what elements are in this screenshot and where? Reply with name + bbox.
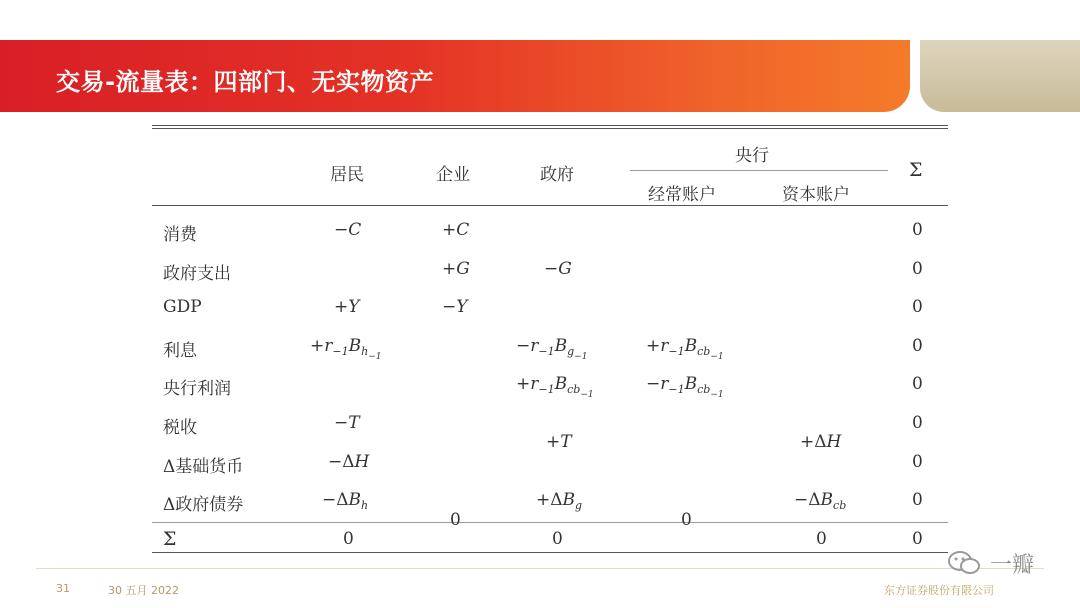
col-header-households: 居民 xyxy=(330,165,364,185)
cell-gov-bonds-firms: 0 xyxy=(450,510,461,530)
cell-gov-bonds-sum: 0 xyxy=(912,490,923,510)
cell-consumption-households: −C xyxy=(334,220,362,240)
page-number: 31 xyxy=(56,582,70,595)
cell-interest-government: $-r_{-1}B_{g_{-1}}$ xyxy=(516,336,588,362)
title-bar xyxy=(0,40,910,112)
cell-sum-government: 0 xyxy=(552,529,563,549)
cell-gdp-firms: −Y xyxy=(442,297,468,317)
row-label-taxes: 税收 xyxy=(163,418,197,438)
row-label-gdp: GDP xyxy=(163,297,202,317)
cell-govspend-firms: +G xyxy=(442,259,470,279)
company-name: 东方证券股份有限公司 xyxy=(884,584,994,597)
cell-cbprofit-sum: 0 xyxy=(912,374,923,394)
cell-gov-bonds-government: $+\Delta B_g$ xyxy=(536,490,583,512)
table-top-rule-2 xyxy=(152,128,948,129)
row-label-consumption: 消费 xyxy=(163,225,197,245)
footer-divider xyxy=(36,568,1044,569)
col-header-central-bank: 央行 xyxy=(735,146,769,166)
cell-cbprofit-government: $+r_{-1}B_{cb_{-1}}$ xyxy=(516,374,594,400)
cell-gov-bonds-households: $-\Delta B_h$ xyxy=(322,490,369,512)
watermark-logo xyxy=(946,546,1056,578)
cell-sum-capital-account: 0 xyxy=(816,529,827,549)
col-header-sum: Σ xyxy=(909,159,923,181)
cell-sum-households: 0 xyxy=(343,529,354,549)
cell-consumption-sum: 0 xyxy=(912,220,923,240)
row-label-interest: 利息 xyxy=(163,341,197,361)
slide-title: 交易-流量表：四部门、无实物资产 xyxy=(56,68,434,96)
cell-taxes-capital-account: +ΔH xyxy=(800,432,842,452)
table-top-rule xyxy=(152,125,948,126)
cell-sum-sum: 0 xyxy=(912,529,923,549)
cell-taxes-sum: 0 xyxy=(912,413,923,433)
watermark-text: 一瓣 xyxy=(990,553,1035,578)
row-label-delta-gov-bonds: Δ政府债券 xyxy=(163,495,244,515)
cell-base-money-households: −ΔH xyxy=(328,452,370,472)
col-header-current-account: 经常账户 xyxy=(648,185,716,205)
row-label-delta-base-money: Δ基础货币 xyxy=(163,457,244,477)
col-header-capital-account: 资本账户 xyxy=(782,185,850,205)
row-label-government-spending: 政府支出 xyxy=(163,264,231,284)
cell-base-money-sum: 0 xyxy=(912,452,923,472)
cell-gdp-households: +Y xyxy=(334,297,360,317)
cell-gdp-sum: 0 xyxy=(912,297,923,317)
col-header-government: 政府 xyxy=(540,165,574,185)
central-bank-underline xyxy=(630,170,888,171)
slide-date: 30 五月 2022 xyxy=(108,584,179,597)
sum-row-rule xyxy=(152,522,948,523)
cell-cbprofit-current-account: $-r_{-1}B_{cb_{-1}}$ xyxy=(646,374,724,400)
cell-taxes-households: −T xyxy=(334,413,360,433)
cell-interest-households: $+r_{-1}B_{h_{-1}}$ xyxy=(310,336,382,362)
cell-govspend-government: −G xyxy=(544,259,572,279)
table-bottom-rule xyxy=(152,552,948,553)
cell-govspend-sum: 0 xyxy=(912,259,923,279)
row-label-sum: Σ xyxy=(163,528,177,550)
cell-interest-sum: 0 xyxy=(912,336,923,356)
cell-gov-bonds-capital-account: $-\Delta B_{cb}$ xyxy=(794,490,847,512)
cell-taxes-government: +T xyxy=(546,432,572,452)
header-bottom-rule xyxy=(152,205,948,206)
decorative-gold-block xyxy=(920,40,1080,112)
row-label-cb-profit: 央行利润 xyxy=(163,379,231,399)
cell-interest-current-account: $+r_{-1}B_{cb_{-1}}$ xyxy=(646,336,724,362)
cell-gov-bonds-current-account: 0 xyxy=(681,510,692,530)
col-header-firms: 企业 xyxy=(436,165,470,185)
cell-consumption-firms: +C xyxy=(442,220,470,240)
